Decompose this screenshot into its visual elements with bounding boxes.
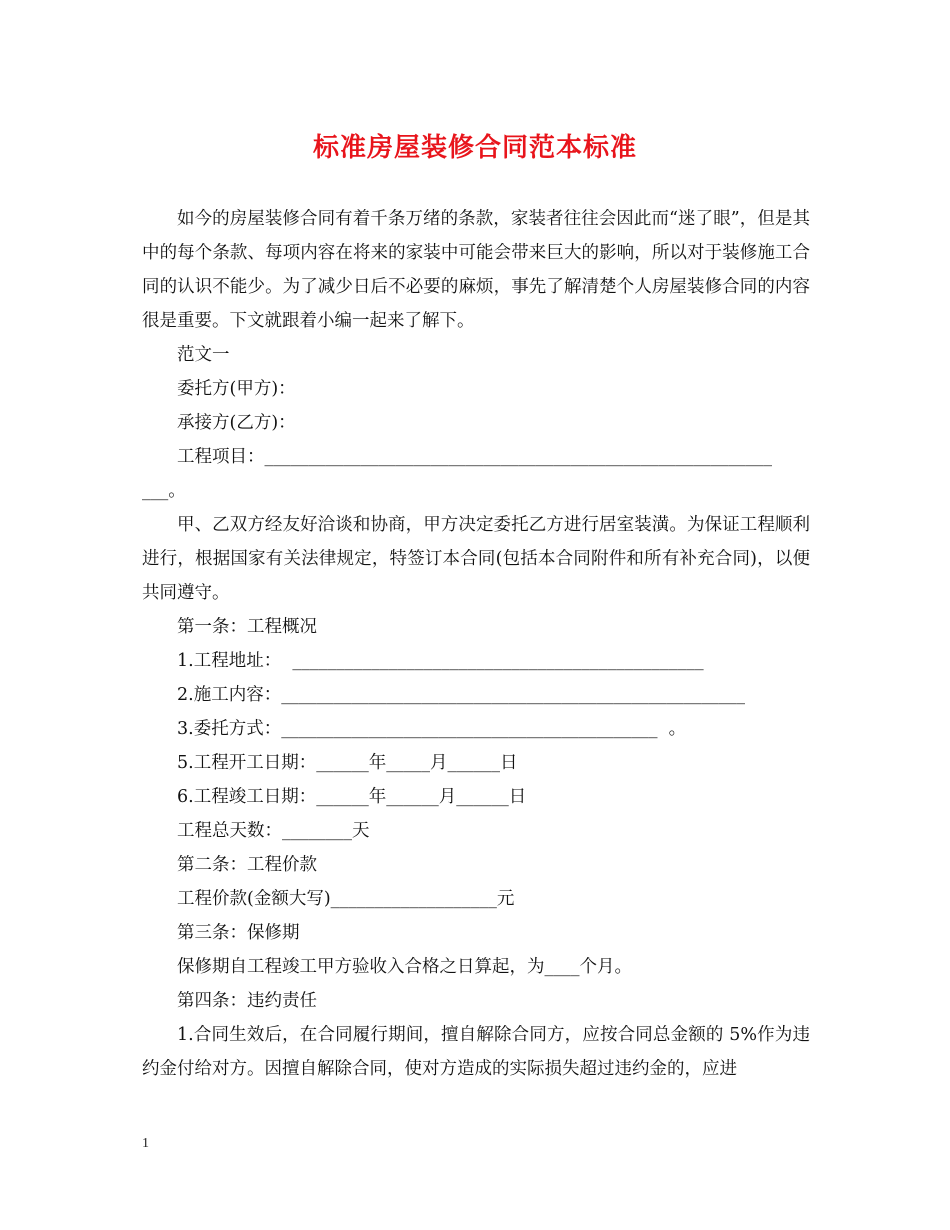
party-a-line: 委托方(甲方)： <box>177 379 296 399</box>
article-2-heading: 第二条：工程价款 <box>177 855 317 875</box>
sample-heading: 范文一 <box>177 345 230 365</box>
start-date-line: 5.工程开工日期：______年_____月______日 <box>177 753 518 773</box>
party-b-line: 承接方(乙方)： <box>177 413 296 433</box>
article-4-heading: 第四条：违约责任 <box>177 991 317 1011</box>
article-3-heading: 第三条：保修期 <box>177 923 300 943</box>
document-body <box>142 202 810 1086</box>
intro-paragraph: 如今的房屋装修合同有着千条万绪的条款，家装者往往会因此而“迷了眼”，但是其中的每个条款、每项内容在将来的家装中可能会带来巨大的影响，所以对于装修施工合同的认识不能少。为了减少日后不必要的麻烦，事先了解清楚个人房屋装修合同的内容很是重要。下文就跟着小编一起来了解下。 <box>142 209 810 331</box>
project-line-continued: ___。 <box>142 481 186 501</box>
warranty-line: 保修期自工程竣工甲方验收入合格之日算起，为____个月。 <box>177 957 632 977</box>
project-address-line: 1.工程地址： _______________________________________________ <box>177 651 704 671</box>
commission-method-line: 3.委托方式：___________________________________________ 。 <box>177 719 687 739</box>
page-number: 1 <box>142 1136 149 1151</box>
project-line: 工程项目：__________________________________________________________ <box>177 447 772 467</box>
total-days-line: 工程总天数：________天 <box>177 821 370 841</box>
document-title: 标准房屋装修合同范本标准 <box>312 133 637 163</box>
completion-date-line: 6.工程竣工日期：______年______月______日 <box>177 787 527 807</box>
breach-clause-1: 1.合同生效后，在合同履行期间，擅自解除合同方，应按合同总金额的 5%作为违约金付给对方。因擅自解除合同，使对方造成的实际损失超过违约金的，应进 <box>142 1025 810 1079</box>
project-price-line: 工程价款(金额大写)___________________元 <box>177 889 515 909</box>
agreement-paragraph: 甲、乙双方经友好洽谈和协商，甲方决定委托乙方进行居室装潢。为保证工程顺利进行，根据国家有关法律规定，特签订本合同(包括本合同附件和所有补充合同)，以便共同遵守。 <box>142 515 810 603</box>
construction-content-line: 2.施工内容：_____________________________________________________ <box>177 685 745 705</box>
article-1-heading: 第一条：工程概况 <box>177 617 317 637</box>
